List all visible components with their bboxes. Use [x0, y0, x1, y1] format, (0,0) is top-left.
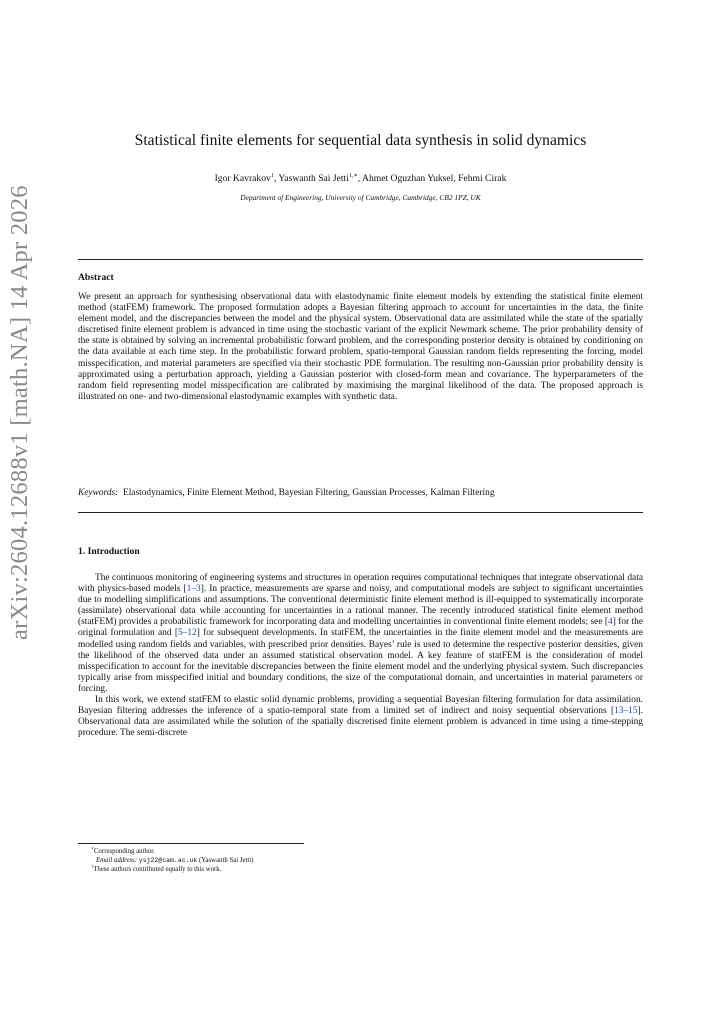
- author-2: , Yaswanth Sai Jetti: [273, 173, 349, 184]
- abstract-paragraph: We present an approach for synthesising observational data with elastodynamic finite element models by extending the statistical finite element method (statFEM) framework. The proposed formulation adopts a Bayesian filtering approach to account for uncertainties in the data, the finite element model, and the discrepancies between the model and the physical system. Observational data are assimilated while the state of the spatially discretised finite element problem is advanced in time using the stochastic variant of the explicit Newmark scheme. The prior probability density of the state is obtained by solving an incremental probabilistic forward problem, and the corresponding posterior density is obtained by conditioning on the data available at each time step. In the probabilistic forward problem, spatio-temporal Gaussian random fields representing the forcing, model misspecification, and material parameters are specified via their stochastic PDE formulation. The resulting non-Gaussian prior probability density is approximated using a perturbation approach, yielding a Gaussian posterior with closed-form mean and covariance. The hyperparameters of the random field representing model misspecification are calibrated by maximising the marginal likelihood of the data. The proposed approach is illustrated on one- and two-dimensional elastodynamic examples with synthetic data.: [78, 292, 643, 402]
- intro-p1-text-1: The continuous monitoring of engineering systems and structures in operation requires computational techniques that integrate observational data with physics-based models [: [78, 573, 643, 595]
- email-address[interactable]: ysj22@cam.ac.uk: [138, 857, 198, 865]
- email-owner: (Yaswanth Sai Jetti): [199, 857, 254, 865]
- citation-link[interactable]: 1–3: [186, 584, 201, 595]
- abstract-bottom-rule: [78, 512, 643, 513]
- intro-paragraph-2: [78, 695, 643, 739]
- footnote-mark: ∗: [91, 845, 94, 851]
- intro-p1-text-3: ] for the original formulation and [: [78, 617, 643, 639]
- footnote-rule: [78, 843, 304, 844]
- footnote-corresponding: [78, 847, 643, 856]
- footnote-text: Corresponding author.: [94, 848, 155, 855]
- intro-p2-text-2: ]. Observational data are assimilated while the solution of the spatially discretised finite element problem is advanced in time using a time-stepping procedure. The semi-discrete: [78, 706, 643, 739]
- keywords-label: Keywords:: [78, 488, 119, 498]
- paper-title: Statistical finite elements for sequential data synthesis in solid dynamics: [134, 132, 587, 149]
- abstract-text: [78, 292, 643, 403]
- keywords-text: Elastodynamics, Finite Element Method, Bayesian Filtering, Gaussian Processes, Kalman Filtering: [122, 488, 495, 498]
- intro-paragraph-1: [78, 573, 643, 695]
- abstract-heading: Abstract: [78, 272, 114, 283]
- intro-p2-text-1: In this work, we extend statFEM to elastic solid dynamic problems, providing a sequential Bayesian filtering formulation for data assimilation. Bayesian filtering addresses the inference of a spatio-temporal state from a limited set of indirect and noisy sequential observations [: [78, 695, 643, 717]
- affiliation: Department of Engineering, University of Cambridge, Cambridge, CB2 1PZ, UK: [240, 193, 481, 202]
- author-rest: , Ahmet Oguzhan Yuksel, Fehmi Cirak: [357, 173, 507, 184]
- abstract-top-rule: [78, 259, 643, 260]
- author-1: Igor Kavrakov: [214, 173, 271, 184]
- email-label: Email address:: [96, 857, 138, 865]
- author-2-mark: 1,∗: [348, 171, 358, 179]
- footnotes: [78, 847, 643, 875]
- footnote-equal-contribution: [78, 865, 643, 874]
- intro-p1-text-2: ]. In practice, measurements are sparse and noisy, and computational models are subject to significant uncertainties due to modelling simplifications and assumptions. The conventional deterministic finite element method is ill-equipped to systematically incorporate (assimilate) observational data while accounting for uncertainties in a rational manner. The recently introduced statistical finite element method (statFEM) provides a probabilistic framework for incorporating data and modelling uncertainties in conventional finite element models; see [: [78, 584, 643, 628]
- intro-text: [78, 573, 643, 739]
- author-1-mark: 1: [270, 171, 274, 179]
- intro-p1-text-4: ] for subsequent developments. In statFEM, the uncertainties in the finite element model and the measurements are modelled using random fields and variables, with prescribed prior densities. Bayes’ rule is used to determine the respective posterior densities, given the likelihood of the observed data under an assumed statistical observation model. A key feature of statFEM is the consideration of model misspecification to account for the inevitable discrepancies between the finite element model and the underlying physical system. Such discrepancies typically arise from misspecified initial and boundary conditions, the size of the computational domain, and uncertainties in material parameters or forcing.: [78, 628, 643, 694]
- keywords-line: [78, 487, 643, 499]
- intro-heading: 1. Introduction: [78, 546, 140, 557]
- citation-link[interactable]: 5–12: [177, 628, 197, 639]
- arxiv-side-stamp: arXiv:2604.12688v1 [math.NA] 14 Apr 2026: [6, 185, 33, 640]
- author-list: [78, 173, 643, 185]
- citation-link[interactable]: 13–15: [614, 706, 638, 717]
- footnote-email: [78, 856, 643, 865]
- footnote-mark: 1: [91, 864, 94, 870]
- footnote-text: These authors contributed equally to this work.: [93, 866, 222, 874]
- citation-link[interactable]: 4: [608, 617, 613, 628]
